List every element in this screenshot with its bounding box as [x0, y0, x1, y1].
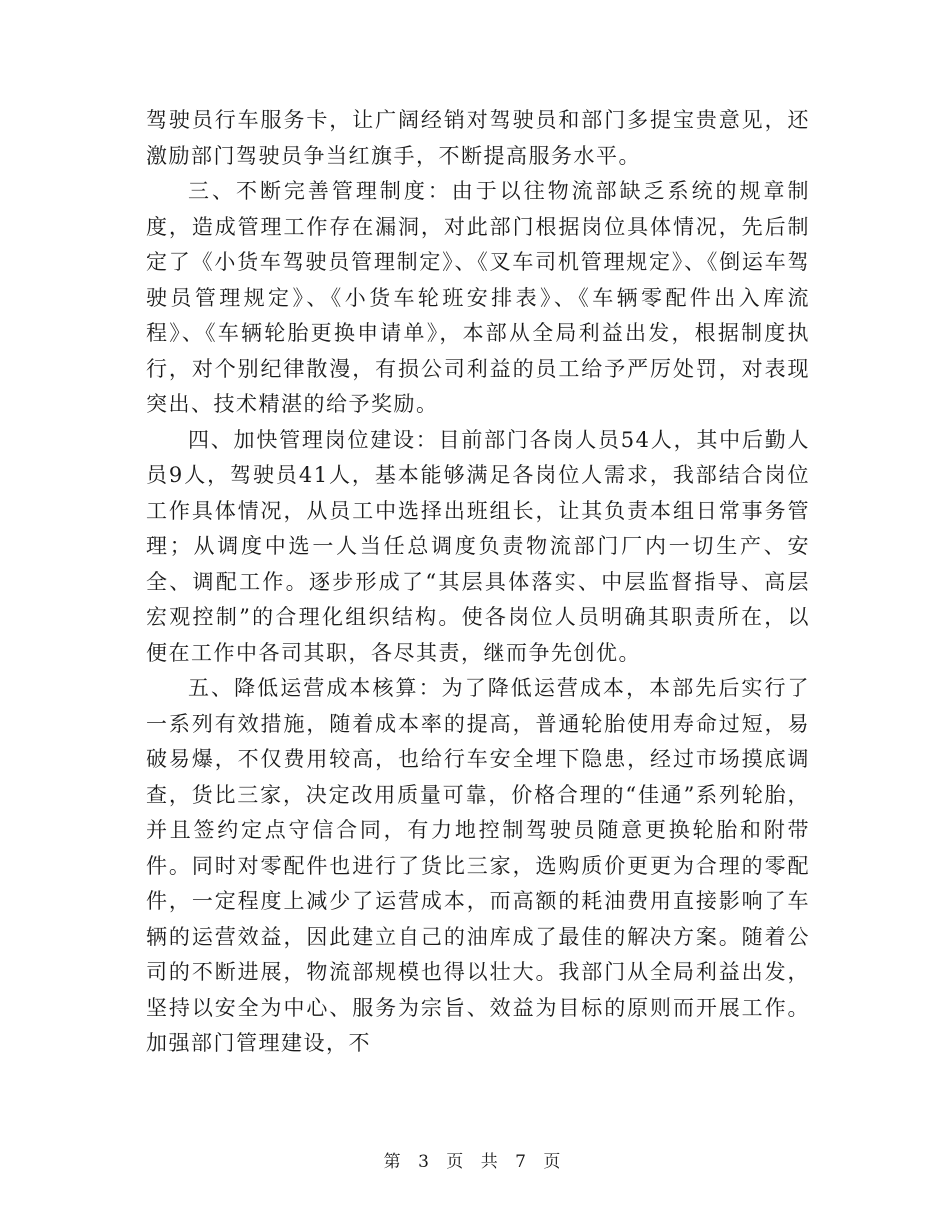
paragraph-cost-reduction: 五、降低运营成本核算：为了降低运营成本，本部先后实行了一系列有效措施，随着成本率的提高，普通轮胎使用寿命过短，易破易爆，不仅费用较高，也给行车安全埋下隐患，经过市场摸底调查，货比三家，决定改用质量可靠，价格合理的“佳通”系列轮胎，并且签约定点守信合同，有力地控制驾驶员随意更换轮胎和附带件。同时对零配件也进行了货比三家，选购质价更更为合理的零配件，一定程度上减少了运营成本，而高额的耗油费用直接影响了车辆的运营效益，因此建立自己的油库成了最佳的解决方案。随着公司的不断进展，物流部规模也得以壮大。我部门从全局利益出发，坚持以安全为中心、服务为宗旨、效益为目标的原则而开展工作。加强部门管理建设，不: [146, 676, 810, 1055]
document-body: [146, 103, 810, 1062]
page-number-footer: 第 3 页 共 7 页: [383, 1152, 567, 1172]
paragraph-position-building: 四、加快管理岗位建设：目前部门各岗人员54人，其中后勤人员9人，驾驶员41人，基本能够满足各岗位人需求，我部结合岗位工作具体情况，从员工中选择出班组长，让其负责本组日常事务管理；从调度中选一人当任总调度负责物流部门厂内一切生产、安全、调配工作。逐步形成了“其层具体落实、中层监督指导、高层宏观控制”的合理化组织结构。使各岗位人员明确其职责所在，以便在工作中各司其职，各尽其责，继而争先创优。: [146, 427, 810, 665]
paragraph-continuation: 驾驶员行车服务卡，让广阔经销对驾驶员和部门多提宝贵意见，还激励部门驾驶员争当红旗手，不断提高服务水平。: [146, 108, 810, 168]
paragraph-management-system: 三、不断完善管理制度：由于以往物流部缺乏系统的规章制度，造成管理工作存在漏洞，对此部门根据岗位具体情况，先后制定了《小货车驾驶员管理制定》、《叉车司机管理规定》、《倒运车驾驶员管理规定》、《小货车轮班安排表》、《车辆零配件出入库流程》、《车辆轮胎更换申请单》，本部从全局利益出发，根据制度执行，对个别纪律散漫，有损公司利益的员工给予严厉处罚，对表现突出、技术精湛的给予奖励。: [146, 179, 810, 416]
